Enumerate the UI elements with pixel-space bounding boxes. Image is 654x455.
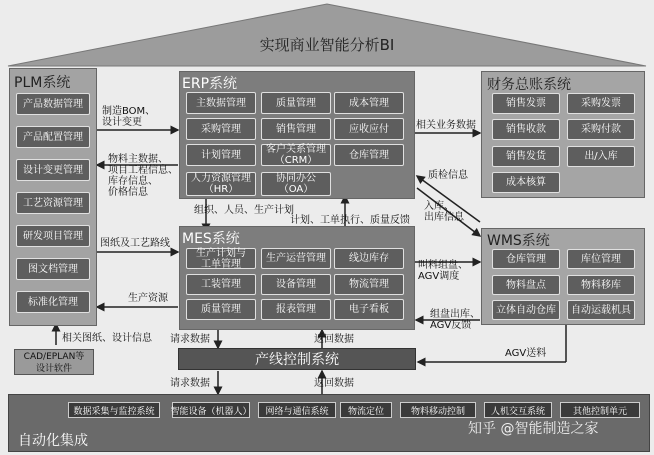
mes-module: 工装管理 bbox=[186, 274, 256, 295]
finance-title: 财务总账系统 bbox=[487, 77, 571, 93]
flow-label-cad: 相关图纸、设计信息 bbox=[62, 333, 152, 344]
plm-module: 产品数据管理 bbox=[16, 93, 90, 115]
flow-label-org: 组织、人员、生产计划 bbox=[194, 205, 294, 216]
erp-module: 应收应付 bbox=[334, 118, 404, 140]
wms-module: 立体自动仓库 bbox=[492, 300, 560, 320]
wms-module: 自动运载机具 bbox=[567, 300, 635, 320]
automation-module: 物流定位 bbox=[340, 402, 392, 418]
plm-module: 产品配置管理 bbox=[16, 126, 90, 148]
erp-module: 仓库管理 bbox=[334, 144, 404, 166]
plm-module: 图文档管理 bbox=[16, 258, 90, 280]
mes-module: 质量管理 bbox=[186, 299, 256, 320]
finance-module: 销售收款 bbox=[492, 119, 560, 140]
finance-module: 采购付款 bbox=[567, 119, 635, 140]
erp-module: 计划管理 bbox=[186, 144, 256, 166]
erp-module: 主数据管理 bbox=[186, 92, 256, 114]
flow-label-return: 组盘出库、 AGV反馈 bbox=[430, 309, 480, 331]
erp-module: 人力资源管理 （HR） bbox=[186, 172, 256, 196]
flow-label-drawings: 图纸及工艺路线 bbox=[100, 238, 170, 249]
flow-label-mes-req: 请求数据 bbox=[170, 334, 210, 345]
flow-label-plan-exec: 计划、工单执行、质量反馈 bbox=[290, 215, 410, 226]
bi-title: 实现商业智能分析BI bbox=[259, 36, 395, 54]
plm-module: 设计变更管理 bbox=[16, 159, 90, 181]
cad-software: CAD/EPLAN等 设计软件 bbox=[14, 349, 94, 375]
flow-label-master-data: 物料主数据、 项目工程信息、 库存信息、 价格信息 bbox=[108, 154, 178, 198]
flow-label-plc-req: 请求数据 bbox=[170, 378, 210, 389]
erp-module: 成本管理 bbox=[334, 92, 404, 114]
flow-label-resources: 生产资源 bbox=[128, 293, 168, 304]
erp-title: ERP系统 bbox=[182, 76, 238, 92]
automation-module: 数据采集与监控系统 bbox=[68, 402, 160, 418]
wms-module: 仓库管理 bbox=[492, 249, 560, 269]
wms-module: 库位管理 bbox=[567, 249, 635, 269]
flow-label-plc-ret: 返回数据 bbox=[314, 334, 354, 345]
erp-module: 销售管理 bbox=[261, 118, 331, 140]
plm-title: PLM系统 bbox=[14, 75, 71, 91]
mes-module: 电子看板 bbox=[334, 299, 404, 320]
flow-label-business: 相关业务数据 bbox=[416, 120, 476, 131]
erp-module: 客户关系管理 （CRM） bbox=[261, 144, 331, 166]
flow-label-bom: 制造BOM、 设计变更 bbox=[102, 106, 156, 128]
erp-module: 质量管理 bbox=[261, 92, 331, 114]
mes-module: 生产运营管理 bbox=[261, 248, 331, 269]
flow-label-call: 叫料组盘、 AGV调度 bbox=[418, 260, 468, 282]
erp-module: 采购管理 bbox=[186, 118, 256, 140]
finance-module: 销售发货 bbox=[492, 146, 560, 167]
automation-module: 网络与通信系统 bbox=[258, 402, 336, 418]
plm-module: 研发项目管理 bbox=[16, 225, 90, 247]
automation-module: 智能设备（机器人） bbox=[172, 402, 250, 418]
wms-module: 物料盘点 bbox=[492, 275, 560, 295]
finance-module: 成本核算 bbox=[492, 172, 560, 193]
mes-module: 生产计划与 工单管理 bbox=[186, 248, 256, 269]
mes-module: 物流管理 bbox=[334, 274, 404, 295]
watermark: 知乎 @智能制造之家 bbox=[468, 421, 599, 437]
wms-title: WMS系统 bbox=[487, 233, 550, 249]
wms-module: 物料移库 bbox=[567, 275, 635, 295]
finance-module: 销售发票 bbox=[492, 93, 560, 114]
flow-label-quality: 质检信息 bbox=[428, 170, 468, 181]
mes-module: 报表管理 bbox=[261, 299, 331, 320]
mes-title: MES系统 bbox=[182, 231, 240, 247]
flow-label-agv: AGV送料 bbox=[505, 348, 547, 359]
automation-module: 人机交互系统 bbox=[484, 402, 552, 418]
flow-label-inout: 入库、 出库信息 bbox=[424, 201, 464, 223]
production-line-control: 产线控制系统 bbox=[178, 348, 416, 370]
automation-module: 物料移动控制 bbox=[400, 402, 476, 418]
flow-label-auto-ret: 返回数据 bbox=[314, 378, 354, 389]
automation-module: 其他控制单元 bbox=[560, 402, 640, 418]
automation-title: 自动化集成 bbox=[18, 433, 88, 449]
plm-module: 标准化管理 bbox=[16, 291, 90, 313]
mes-module: 设备管理 bbox=[261, 274, 331, 295]
finance-module: 出/入库 bbox=[567, 146, 635, 167]
erp-module: 协同办公 （OA） bbox=[261, 172, 331, 196]
mes-module: 线边库存 bbox=[334, 248, 404, 269]
finance-module: 采购发票 bbox=[567, 93, 635, 114]
plm-module: 工艺资源管理 bbox=[16, 192, 90, 214]
